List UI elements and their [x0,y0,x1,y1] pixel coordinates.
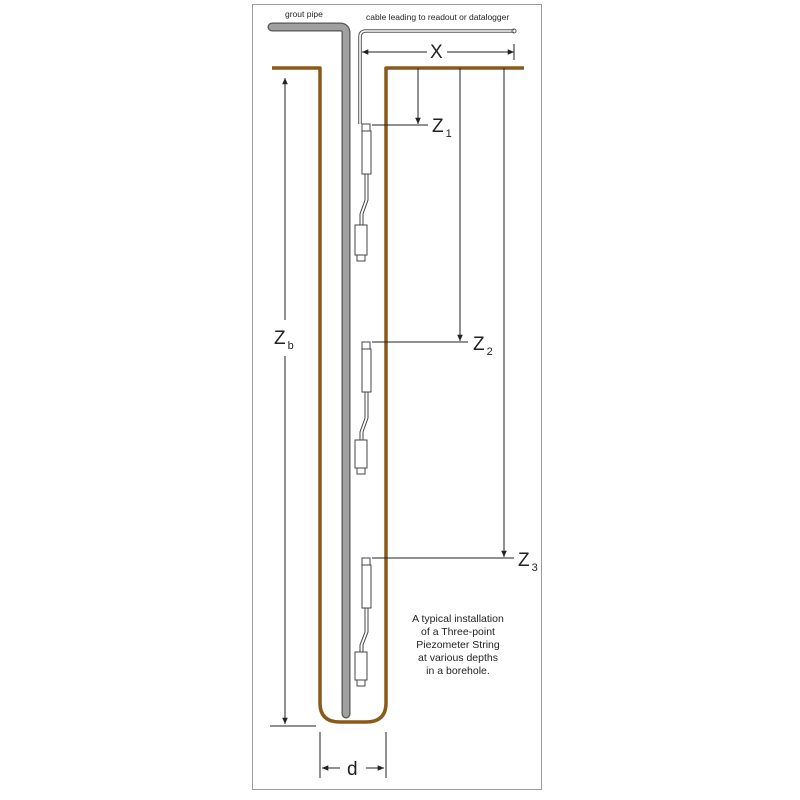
piezometer-2 [355,342,371,474]
cable-label: cable leading to readout or datalogger [366,12,510,22]
piezometer-3 [355,558,371,686]
z3-label: Z $_3$ [518,550,538,574]
piezometer-1 [355,124,371,261]
d-label: d [347,759,358,780]
caption-line: at various depths [418,652,498,664]
caption-line: Piezometer String [416,639,500,651]
caption-line: of a Three-point [421,626,495,638]
caption [412,613,504,677]
caption-line: in a borehole. [426,665,490,677]
caption-line: A typical installation [412,613,504,625]
grout-pipe-label: grout pipe [285,9,323,19]
z2-label: Z $_2$ [473,334,493,358]
zb-label: Z $_b$ [274,328,294,352]
z1-label: Z $_1$ [432,116,452,140]
grout-pipe [272,27,346,714]
x-label: X [430,42,443,63]
